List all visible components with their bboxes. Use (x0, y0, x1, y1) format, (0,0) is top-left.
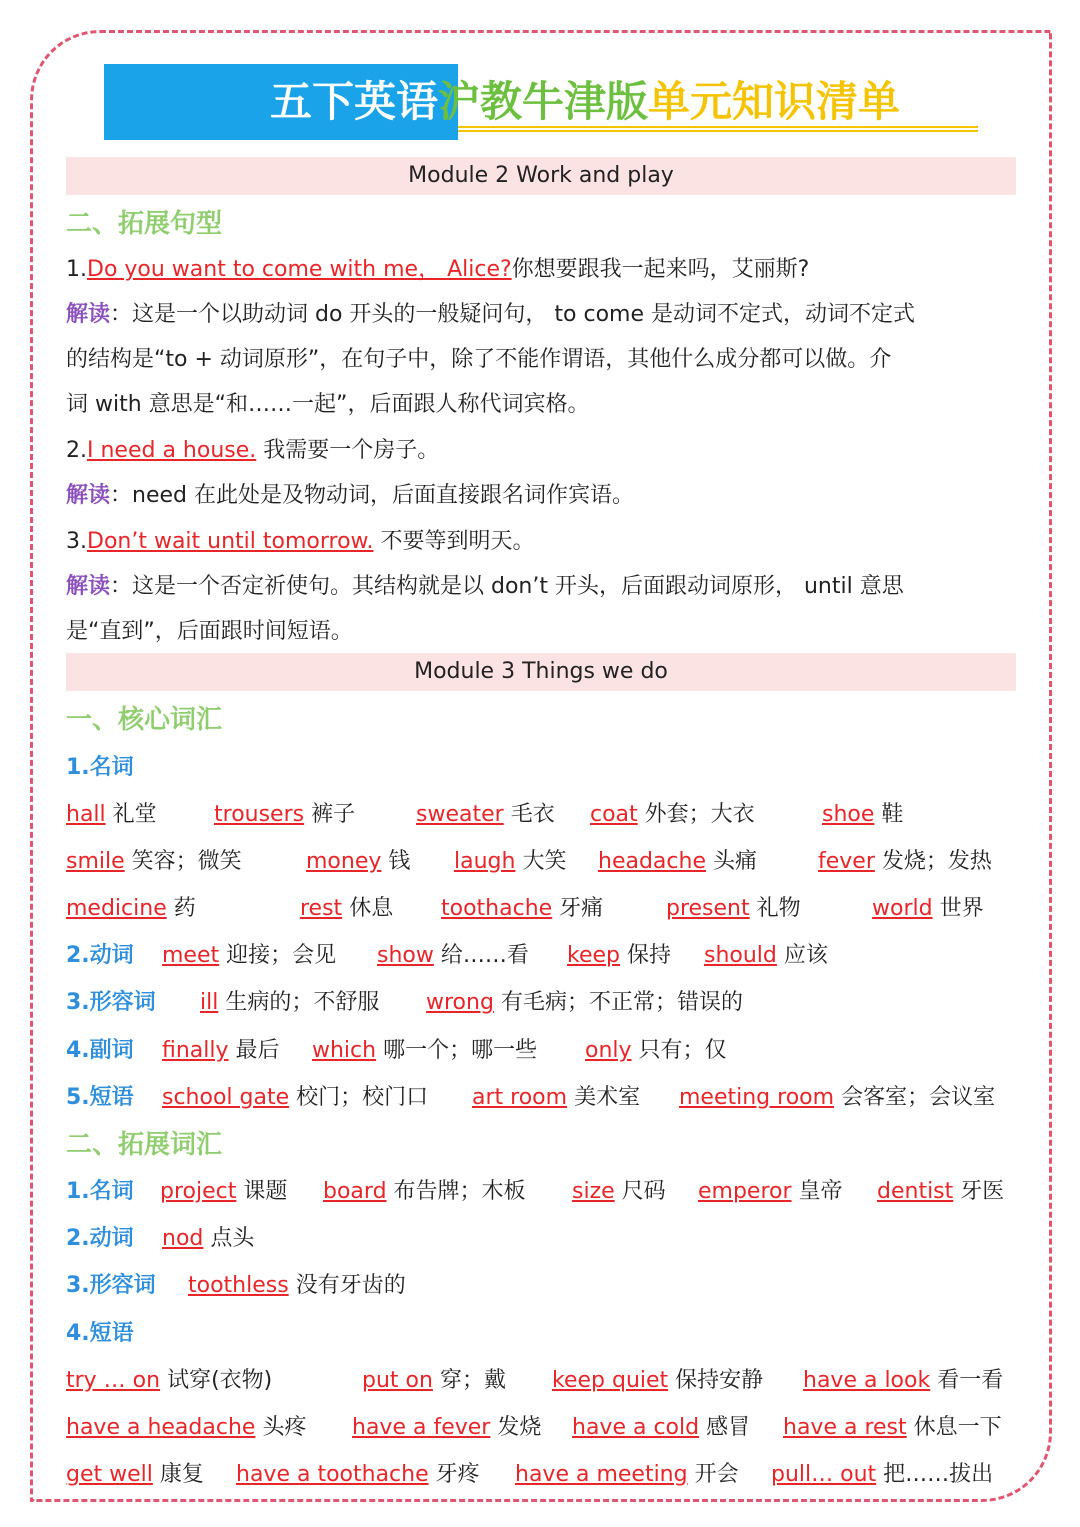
core-vocab-title: 一、核心词汇 (66, 705, 223, 735)
vocab-item: fever 发烧；发热 (818, 849, 992, 874)
core-adv-label: 4.副词 (66, 1038, 134, 1063)
core-nouns-label: 1.名词 (66, 755, 134, 780)
vocab-item: smile 笑容；微笑 (66, 849, 242, 874)
vocab-item: pull… out 把……拔出 (771, 1462, 994, 1487)
vocab-item: coat 外套；大衣 (590, 802, 755, 827)
vocab-item: keep 保持 (567, 943, 672, 968)
vocab-item: money 钱 (306, 849, 411, 874)
vocab-item: keep quiet 保持安静 (552, 1368, 764, 1393)
vocab-item: emperor 皇帝 (698, 1179, 843, 1204)
vocab-item: have a look 看一看 (803, 1368, 1004, 1393)
core-adj-label: 3.形容词 (66, 990, 156, 1015)
module3-header: Module 3 Things we do (66, 653, 1016, 691)
vocab-item: present 礼物 (666, 896, 801, 921)
vocab-item: hall 礼堂 (66, 802, 157, 827)
explanation-text: ：这是一个以助动词 do 开头的一般疑问句， to come 是动词不定式，动词不定式 (110, 302, 916, 327)
title-part-grade: 五下英语 (270, 77, 439, 126)
vocab-item: laugh 大笑 (454, 849, 567, 874)
vocab-item: get well 康复 (66, 1462, 204, 1487)
sentence-chinese: 你想要跟我一起来吗，艾丽斯? (511, 257, 810, 282)
vocab-item: have a meeting 开会 (515, 1462, 739, 1487)
explanation-text: ：这是一个否定祈使句。其结构就是以 don’t 开头，后面跟动词原形， until 意思 (110, 574, 904, 599)
vocab-item: have a headache 头疼 (66, 1415, 307, 1440)
ext-verbs-row (0, 1224, 1080, 1254)
vocab-item: only 只有；仅 (585, 1038, 727, 1063)
vocab-item: have a fever 发烧 (352, 1415, 542, 1440)
explanation-1-line-1 (66, 300, 1026, 330)
explanation-label: 解读 (66, 574, 111, 599)
vocab-item: toothache 牙痛 (441, 896, 604, 921)
vocab-item: toothless 没有牙齿的 (188, 1273, 406, 1298)
vocab-item: school gate 校门；校门口 (162, 1085, 429, 1110)
module2-header: Module 2 Work and play (66, 157, 1016, 195)
vocab-item: shoe 鞋 (822, 802, 904, 827)
sentence-number: 3. (66, 529, 87, 554)
explanation-3-line-1 (66, 572, 1026, 602)
vocab-item: meeting room 会客室；会议室 (679, 1085, 996, 1110)
vocab-item: rest 休息 (300, 896, 394, 921)
vocab-item: art room 美术室 (472, 1085, 641, 1110)
vocab-item: dentist 牙医 (877, 1179, 1005, 1204)
vocab-item: meet 迎接；会见 (162, 943, 337, 968)
ext-phrases-label: 4.短语 (66, 1321, 134, 1346)
vocab-item: headache 头痛 (598, 849, 757, 874)
vocab-item: trousers 裤子 (214, 802, 356, 827)
vocab-item: should 应该 (704, 943, 828, 968)
sentence-1 (66, 255, 1026, 285)
vocab-item: put on 穿；戴 (362, 1368, 506, 1393)
ext-adj-row (0, 1271, 1080, 1301)
vocab-item: try … on 试穿(衣物) (66, 1368, 273, 1393)
title-part-edition: 沪教牛津版 (438, 77, 649, 126)
sentence-english: Do you want to come with me， Alice? (87, 257, 512, 282)
sentence-english: Don’t wait until tomorrow. (87, 529, 374, 554)
vocab-item: have a toothache 牙疼 (236, 1462, 480, 1487)
sentence-english: I need a house. (87, 438, 257, 463)
sentence-chinese: 不要等到明天。 (380, 529, 535, 554)
explanation-label: 解读 (66, 302, 111, 327)
explanation-1-line-2: 的结构是“to + 动词原形”，在句子中，除了不能作谓语，其他什么成分都可以做。介 (66, 347, 892, 372)
explanation-2-line-1 (66, 481, 1026, 511)
vocab-item: size 尺码 (572, 1179, 666, 1204)
explanation-label: 解读 (66, 483, 111, 508)
explanation-3-line-2: 是“直到”，后面跟时间短语。 (66, 619, 353, 644)
core-verbs-label: 2.动词 (66, 943, 134, 968)
vocab-item: show 给……看 (377, 943, 529, 968)
vocab-item: have a cold 感冒 (572, 1415, 751, 1440)
sentence-number: 1. (66, 257, 87, 282)
vocab-item: sweater 毛衣 (416, 802, 555, 827)
module2-section-title: 二、拓展句型 (66, 209, 223, 239)
vocab-item: medicine 药 (66, 896, 196, 921)
title-part-topic: 单元知识清单 (648, 77, 901, 126)
page-title (270, 74, 900, 130)
core-phrases-label: 5.短语 (66, 1085, 134, 1110)
ext-vocab-title: 二、拓展词汇 (66, 1130, 223, 1160)
core-phrases-row (0, 1083, 1080, 1113)
vocab-item: ill 生病的；不舒服 (200, 990, 380, 1015)
core-adj-row (0, 988, 1080, 1018)
core-adv-row (0, 1036, 1080, 1066)
ext-nouns-label: 1.名词 (66, 1179, 134, 1204)
title-banner (104, 64, 984, 140)
vocab-item: project 课题 (160, 1179, 288, 1204)
vocab-item: finally 最后 (162, 1038, 280, 1063)
vocab-item: which 哪一个；哪一些 (312, 1038, 538, 1063)
sentence-2 (66, 436, 1026, 466)
vocab-item: have a rest 休息一下 (783, 1415, 1002, 1440)
ext-adj-label: 3.形容词 (66, 1273, 156, 1298)
explanation-text: ：need 在此处是及物动词，后面直接跟名词作宾语。 (110, 483, 634, 508)
explanation-1-line-3: 词 with 意思是“和……一起”，后面跟人称代词宾格。 (66, 392, 590, 417)
vocab-item: world 世界 (872, 896, 984, 921)
sentence-3 (66, 527, 1026, 557)
ext-nouns-row (0, 1177, 1080, 1207)
vocab-item: board 布告牌；木板 (323, 1179, 526, 1204)
vocab-item: nod 点头 (162, 1226, 255, 1251)
vocab-item: wrong 有毛病；不正常；错误的 (426, 990, 743, 1015)
sentence-number: 2. (66, 438, 87, 463)
ext-verbs-label: 2.动词 (66, 1226, 134, 1251)
core-verbs-row (0, 941, 1080, 971)
sentence-chinese: 我需要一个房子。 (263, 438, 440, 463)
